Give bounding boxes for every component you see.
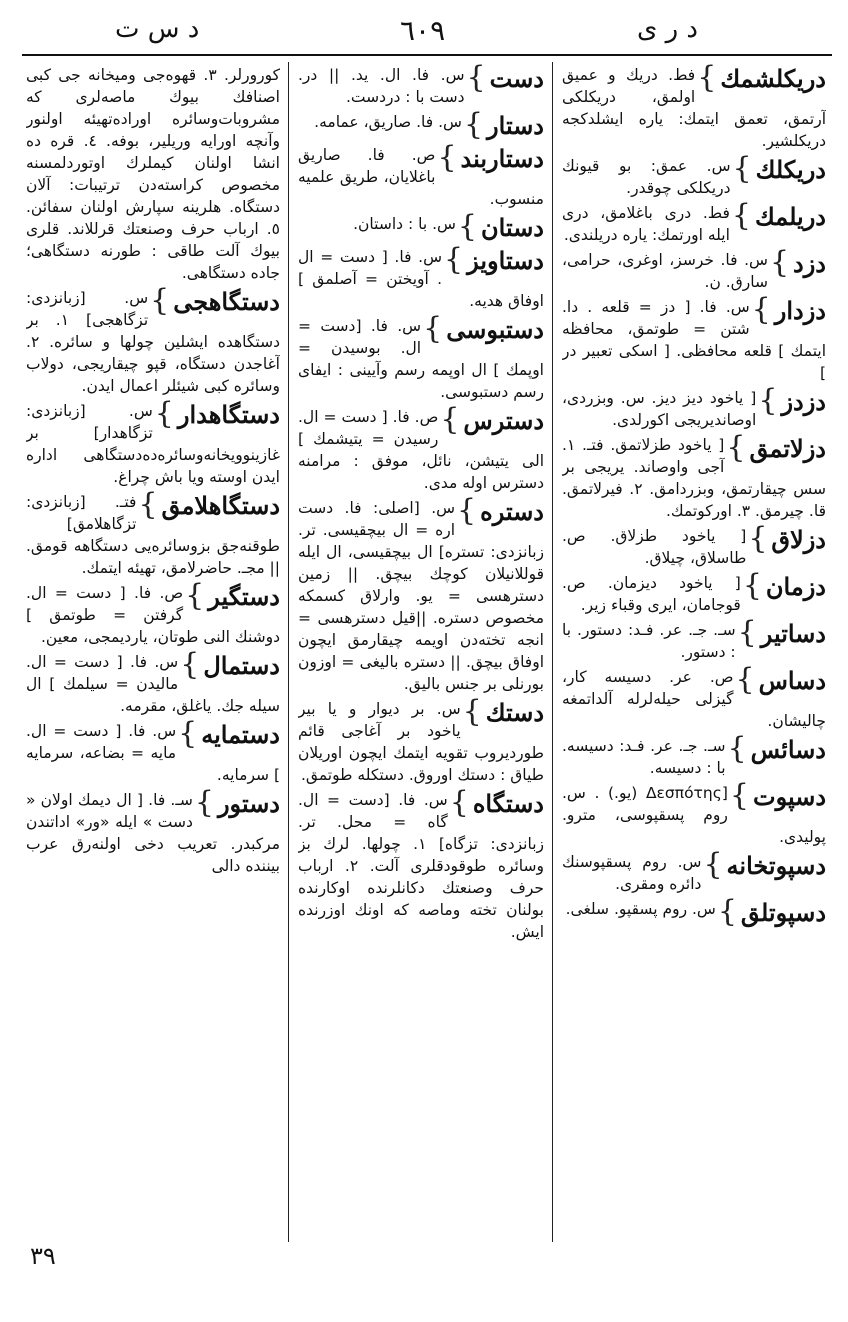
definition-text: س. با : داستان. (353, 215, 456, 233)
headword: دسائس (750, 735, 826, 764)
brace-glyph: } (703, 847, 723, 882)
dictionary-entry (298, 209, 544, 244)
headword: دساس (758, 666, 826, 695)
brace-glyph: } (444, 242, 464, 277)
dictionary-entry (298, 493, 544, 695)
brace-glyph: } (735, 662, 755, 697)
headword: دستان (481, 213, 544, 242)
brace-glyph: } (449, 785, 469, 820)
brace-glyph: } (737, 615, 757, 650)
brace-glyph: } (717, 894, 737, 929)
dictionary-entry (298, 107, 544, 142)
dictionary-entry (26, 578, 280, 648)
definition-text: س. فا. ال. ید. || در. دست با : دردست. (298, 66, 465, 106)
definition-text: س. روم پسقپوسنك دائره ومقری. (562, 853, 702, 893)
definition-text: کورورلر. ٣. قهوه‌جی ومیخانه جی کبی اصنافك بیوك ماصه‌لری که مشروبات‌وسائره اوراده‌تهیئه اولنور وآنچه اورایه وریلیر، بوفه. ٤. قره ده انشا اولنان کیملرك اوتوردلمسنه مخصوص کراسته‌دن ترتیبات: آلان دستگاه. هلرینه سپارش اولنان سفائن. ٥. ارباب حرف وصنعتك قرللاند. قلری بیوك آلت طاقی : طورنه دستگاهی؛ جاده دستگاهی. (26, 66, 280, 282)
definition-text: [ یاخود دیزمان. ص. قوجامان، ایری وقباء زیر. (562, 574, 741, 614)
definition-text: س. روم پسقپو. سلغی. (565, 900, 716, 918)
dictionary-entry (298, 242, 544, 312)
brace-glyph: } (732, 151, 752, 186)
headword: دستمایه (201, 720, 280, 749)
dictionary-entry (26, 64, 280, 284)
definition-text: س. فا. خرسز، اوغری، حرامی، سارق. ن. (562, 251, 768, 291)
dictionary-entry (298, 402, 544, 494)
dictionary-entry (26, 716, 280, 786)
brace-glyph: } (457, 493, 477, 528)
brace-glyph: } (150, 283, 170, 318)
definition-text: سـ. جـ. عر. فـد: دستور. با : دستور. (562, 621, 736, 661)
brace-glyph: } (727, 731, 747, 766)
headword: دستگاهدار (177, 400, 280, 429)
definition-text: سـ. جـ. عر. فـد: دسیسه. با : دسیسه. (562, 737, 726, 777)
definition-text: فط. دری باغلامق، دری ایله اورتمك: یاره دریلندی. (562, 204, 730, 244)
definition-text: س. فا. [دست = ال. گاه = محل. تر. زبانزدی: تزگاه] ١. چولها. لرك بز وسائره طوقودقلری آلت. ٢. ارباب حرف وصنعتك دکانلرنده اوکارنده بولنان تخته وماصه که اونك اوزرنده ایش. (298, 791, 544, 941)
headword: دستاویز (467, 246, 544, 275)
dictionary-entry (562, 615, 826, 663)
definition-text: فط. دریك و عمیق اولمق، دریکلکی آرتمق، تعمق ایتمك: یاره ایشلدکجه دریکلشیر. (562, 66, 826, 150)
column-middle (298, 64, 544, 1236)
signature-mark: ٣٩ (30, 1242, 56, 1270)
definition-text: [ یاخود طزلاتمق. فتـ. ١. آجی واوصاند. یریجی بر سس چیقارتمق، وبزردامق. ٢. فیرلاتمق. قا. چیرمق. ٣. اورکوتمك. (562, 436, 826, 520)
dictionary-entry (562, 568, 826, 616)
column-divider (552, 62, 553, 1242)
dictionary-entry (26, 487, 280, 579)
dictionary-entry (562, 778, 826, 848)
brace-glyph: } (185, 578, 205, 613)
definition-text: ص. فا. [ دست = ال. گرفتن = طوتمق ] دوشنك النی طوتان، یاردیمجی، معین. (26, 584, 280, 646)
headword: دریلمك (754, 202, 826, 231)
headword: دسپوتخانه (726, 851, 826, 880)
definition-text: س. [زبانزدی: تزگاهدار] بر غازینوویخانه‌وسائره‌ده‌دستگاهی اداره ایدن اوسته ویا باش چراغ. (26, 402, 280, 486)
headword: دستره (480, 497, 544, 526)
definition-text: سـ. فا. [ ال دیمك اولان « دست » ایله «ور» اداتندن مرکبدر. تعریب دخی اولنه‌رق عرب بیننده دالی (26, 791, 280, 875)
dictionary-entry (562, 662, 826, 732)
headword: دریکلك (755, 155, 826, 184)
headword: دستار (487, 111, 544, 140)
headword: دریکلشمك (720, 64, 826, 93)
page-header (0, 0, 848, 60)
column-divider (288, 62, 289, 1242)
headword: دستگاهلامق (161, 491, 280, 520)
dictionary-entry (562, 430, 826, 522)
dictionary-entry (562, 245, 826, 293)
dictionary-entry (26, 647, 280, 717)
dictionary-entry (26, 283, 280, 397)
definition-text: س. فا. [ دست = ال . آویختن = آصلمق ] اوفاق هدیه. (298, 248, 544, 310)
column-right (562, 64, 826, 1236)
headword: دزلاتمق (749, 434, 826, 463)
definition-text: س. فا. [ دست = ال. مالیدن = سیلمك ] ال سیله جك. یاغلق، مقرمه. (26, 653, 280, 715)
dictionary-entry (298, 311, 544, 403)
definition-text: [Δεσπότης (یو.) . س. روم پسقپوسی، مترو. پولیدی. (562, 784, 826, 846)
dictionary-entry (562, 521, 826, 569)
page-number: ٦٠٩ (400, 14, 446, 47)
definition-text: س. عمق: بو قیونك دریکلکی چوقدر. (562, 157, 731, 197)
definition-text: س. فا. [دست = ال. بوسیدن = اوپمك ] ال اوپمه رسم وآیینی : ایفای رسم دستبوسی. (298, 317, 544, 401)
headword: دسپوتلق (740, 898, 826, 927)
headword: دستگاه (472, 789, 544, 818)
definition-text: فتـ. [زبانزدی: تزگاهلامق] طوقنه‌جق بزوسائره‌یی دستگاهه قومق. || مجـ. حاضرلامق، تهیئه ایتمك. (26, 493, 280, 577)
brace-glyph: } (457, 209, 478, 244)
dictionary-entry (562, 731, 826, 779)
dictionary-entry (562, 292, 826, 384)
brace-glyph: } (466, 64, 486, 95)
headword: دستگیر (208, 582, 280, 611)
dictionary-entry (562, 151, 826, 199)
brace-glyph: } (154, 396, 174, 431)
brace-glyph: } (726, 430, 746, 465)
header-rule (22, 54, 832, 56)
headword: دستگاهجی (173, 287, 280, 316)
brace-glyph: } (138, 487, 158, 522)
headword: دسپوت (752, 782, 826, 811)
running-head-left: د س ت (115, 14, 200, 44)
brace-glyph: } (742, 568, 762, 603)
definition-text: س. فا. صاریق، عمامه. (314, 113, 462, 131)
running-head-right: د ر ی (636, 14, 698, 44)
dictionary-entry (562, 383, 826, 431)
definition-text: س. [اصلی: فا. دست اره = ال بیچقیسی. تر. زبانزدی: تستره] ال بیچقیسی، ال ایله قوللانیلان کوچك بیچق. || زمین دسترهسی = یو. وارلاق کسمکه مخصوص دستره. ||قیل دسترهسی = انجه تخته‌دن اویمه چیقارمق ایچون اوفاق بیچق. || دستره بالیغی = اوزون بورنلی بر جنس بالیق. (298, 499, 544, 693)
brace-glyph: } (748, 521, 768, 556)
dictionary-entry (298, 140, 544, 210)
dictionary-entry (562, 847, 826, 895)
definition-text: ص. فا. صاریق باغلایان، طریق علمیه منسوب. (298, 146, 544, 208)
definition-text: س. فا. [ دز = قلعه . دا. شتن = طوتمق، محافظه ایتمك ] قلعه محافظی. [ اسکی تعبیر در ] (562, 298, 826, 382)
headword: دزدار (774, 296, 826, 325)
headword: دسترس (463, 406, 544, 435)
brace-glyph: } (758, 383, 778, 418)
dictionary-entry (26, 396, 280, 488)
headword: دساتیر (760, 619, 826, 648)
brace-glyph: } (194, 785, 214, 820)
brace-glyph: } (440, 402, 460, 437)
brace-glyph: } (751, 292, 771, 327)
brace-glyph: } (769, 245, 790, 280)
dictionary-entry (298, 785, 544, 943)
dictionary-entry (298, 694, 544, 786)
brace-glyph: } (462, 694, 482, 729)
headword: دستك (485, 698, 544, 727)
brace-glyph: } (731, 198, 751, 233)
definition-text: س. فا. [ دست = ال. مایه = بضاعه، سرمایه ] سرمایه. (26, 722, 280, 784)
headword: دستاربند (460, 144, 544, 173)
brace-glyph: } (178, 716, 198, 751)
headword: دستور (217, 789, 280, 818)
definition-text: ص. عر. دسیسه کار، گیزلی حیله‌لرله آلداتمغه چالیشان. (562, 668, 826, 730)
headword: دستمال (203, 651, 280, 680)
dictionary-entry (562, 894, 826, 929)
definition-text: س. [زبانزدی: تزگاهجی] ١. بر دستگاهده ایشلین چولها و سائره. ٢. آغاجدن دستگاه، قپو چیقاریجی، دولاب وسائره کبی شیئلر اعمال ایدن. (26, 289, 280, 395)
headword: دست (489, 64, 544, 93)
brace-glyph: } (697, 64, 717, 95)
dictionary-entry (562, 198, 826, 246)
headword: دزلاق (771, 525, 826, 554)
brace-glyph: } (180, 647, 200, 682)
dictionary-entry (562, 64, 826, 152)
definition-text: س. بر دیوار و یا بیر یاخود بر آغاجی قائم طوردیروب تقویه ایتمك ایچون اوریلان طیاق : دستك اوروق. دستکله طوتمق. (298, 700, 544, 784)
brace-glyph: } (463, 107, 484, 142)
brace-glyph: } (729, 778, 749, 813)
headword: دزد (793, 249, 826, 278)
brace-glyph: } (423, 311, 443, 346)
dictionary-entry (26, 785, 280, 877)
definition-text: ص. فا. [ دست = ال. رسیدن = یتیشمك ] الی یتیشن، نائل، موفق : مرامنه دسترس اوله مدی. (298, 408, 544, 492)
definition-text: [ یاخود دیز دیز. س. وبزردی، اوصاندیریجی اکورلدی. (562, 389, 757, 429)
headword: دستبوسی (446, 315, 544, 344)
headword: دزدز (781, 387, 826, 416)
definition-text: [ یاخود طزلاق. ص. طاسلاق، چیلاق. (562, 527, 747, 567)
column-left (26, 64, 280, 1236)
dictionary-entry (298, 64, 544, 108)
headword: دزمان (765, 572, 826, 601)
brace-glyph: } (437, 140, 457, 175)
